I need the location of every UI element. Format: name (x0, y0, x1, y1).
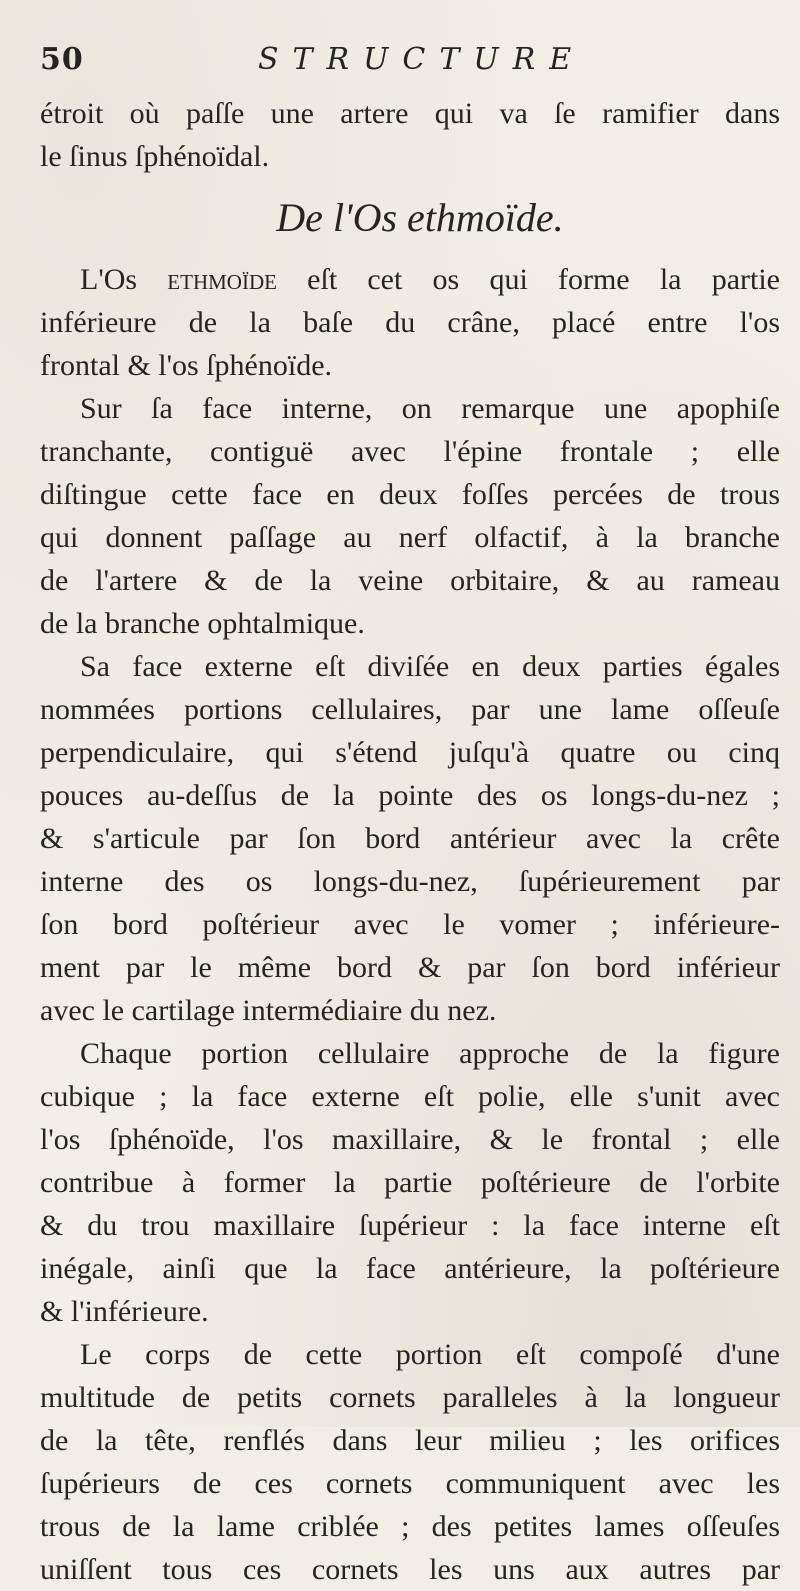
lead-smallcaps: ethmoïde (167, 263, 277, 296)
page-number: 50 (40, 42, 84, 77)
body-text (40, 92, 780, 1591)
text-line: & du trou maxillaire ſupérieur : la face interne eſt (40, 1209, 780, 1242)
text-line: & s'articule par ſon bord antérieur avec la crête (40, 822, 780, 855)
text-line: Sa face externe eſt diviſée en deux parties égales (80, 650, 780, 683)
text-line: trous de la lame criblée ; des petites lames oſſeuſes (40, 1510, 780, 1543)
lead-initial: L'Os (80, 263, 138, 296)
text-line: de la branche ophtalmique. (40, 607, 365, 640)
running-head: STRUCTURE (258, 42, 586, 77)
text-line: & l'inférieure. (40, 1295, 209, 1328)
text-line: de l'artere & de la veine orbitaire, & au rameau (40, 564, 780, 597)
text-line: interne des os longs-du-nez, ſupérieurement par (40, 865, 780, 898)
section-title: De l'Os ethmoïde. (276, 195, 564, 240)
text-line: tranchante, contiguë avec l'épine frontale ; elle (40, 435, 780, 468)
text-line: avec le cartilage intermédiaire du nez. (40, 994, 497, 1027)
lead-rest: eſt cet os qui forme la partie (276, 263, 780, 296)
text-line: Chaque portion cellulaire approche de la figure (80, 1037, 780, 1070)
text-line: inférieure de la baſe du crâne, placé entre l'os (40, 306, 780, 339)
text-line: qui donnent paſſage au nerf olfactif, à la branche (40, 521, 780, 554)
page-header (40, 42, 780, 82)
text-line: étroit où paſſe une artere qui va ſe ramifier dans (40, 97, 780, 130)
text-line: nommées portions cellulaires, par une lame oſſeuſe (40, 693, 780, 726)
text-line: uniſſent tous ces cornets les uns aux autres par (40, 1553, 780, 1586)
text-line: contribue à former la partie poſtérieure de l'orbite (40, 1166, 780, 1199)
text-line: multitude de petits cornets paralleles à la longueur (40, 1381, 780, 1414)
text-line: inégale, ainſi que la face antérieure, la poſtérieure (40, 1252, 780, 1285)
text-line: le ſinus ſphénoïdal. (40, 140, 270, 173)
text-line: ment par le même bord & par ſon bord inférieur (40, 951, 780, 984)
text-line: diſtingue cette face en deux foſſes percées de trous (40, 478, 780, 511)
text-line: ſon bord poſtérieur avec le vomer ; inférieure- (40, 908, 780, 941)
text-line: Sur ſa face interne, on remarque une apophiſe (80, 392, 780, 425)
paragraph-first-line (40, 258, 780, 301)
text-line: l'os ſphénoïde, l'os maxillaire, & le frontal ; elle (40, 1123, 780, 1156)
text-line: perpendiculaire, qui s'étend juſqu'à quatre ou cinq (40, 736, 780, 769)
text-line: ſupérieurs de ces cornets communiquent avec les (40, 1467, 780, 1500)
text-line: de la tête, renflés dans leur milieu ; les orifices (40, 1424, 780, 1457)
text-line: pouces au-deſſus de la pointe des os longs-du-nez ; (40, 779, 780, 812)
text-line: cubique ; la face externe eſt polie, elle s'unit avec (40, 1080, 780, 1113)
text-line: Le corps de cette portion eſt compoſé d'une (80, 1338, 780, 1371)
text-line: frontal & l'os ſphénoïde. (40, 349, 333, 382)
